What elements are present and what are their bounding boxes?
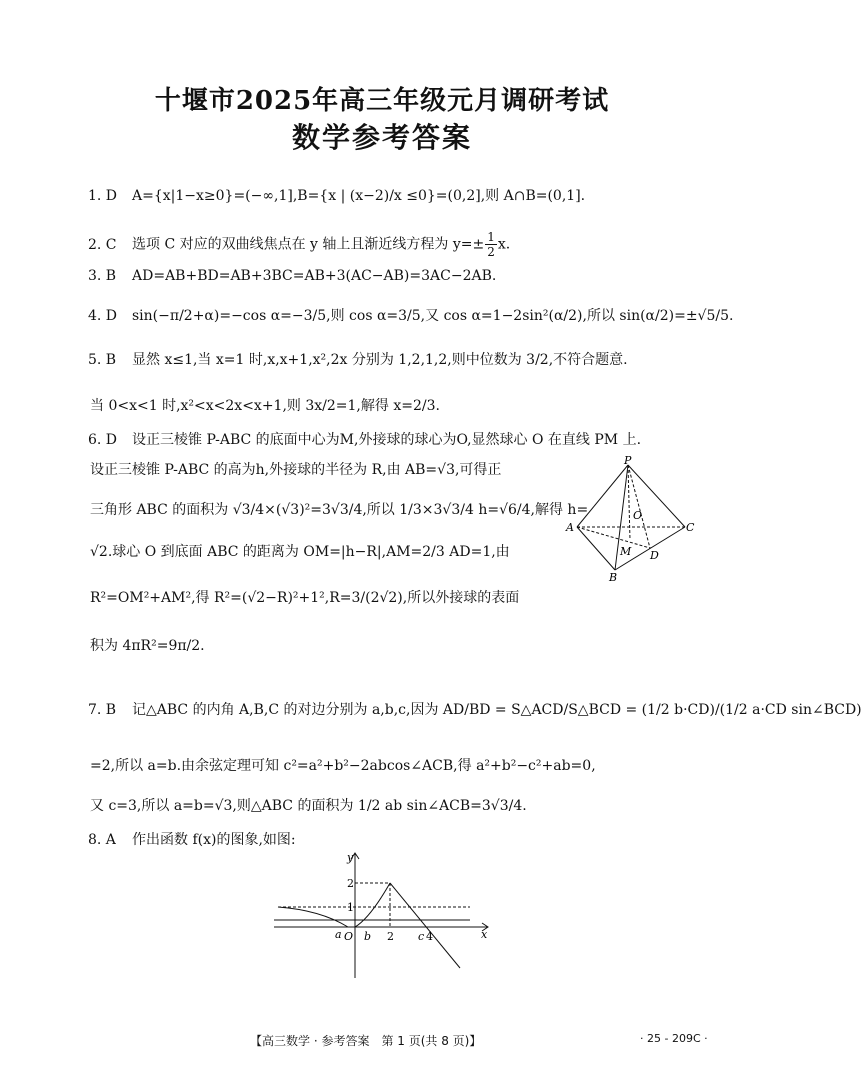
- graph-label-2x: 2: [387, 930, 394, 943]
- q6-line-1: 设正三棱锥 P-ABC 的底面中心为M,外接球的球心为O,显然球心 O 在直线 PM 上.: [132, 432, 642, 448]
- fig-label-p: P: [624, 454, 632, 467]
- q1-text: A={x|1−x≥0}=(−∞,1],B={x | (x−2)/x ≤0}=(0,2],则 A∩B=(0,1].: [132, 188, 586, 204]
- q2-pre: 选项 C 对应的双曲线焦点在 y 轴上且渐近线方程为 y=±: [132, 236, 485, 253]
- pyramid-figure: [565, 455, 695, 585]
- graph-label-b: b: [364, 930, 372, 943]
- q6-line-2: 设正三棱锥 P-ABC 的高为h,外接球的半径为 R,由 AB=√3,可得正: [90, 462, 502, 478]
- q6-line-4: √2.球心 O 到底面 ABC 的距离为 OM=|h−R|,AM=2/3 AD=1,由: [90, 544, 510, 560]
- question-2: [88, 230, 510, 259]
- q1-number: 1. D: [88, 188, 118, 204]
- graph-label-x: x: [481, 928, 488, 941]
- question-8: [88, 830, 296, 850]
- fig-label-m: M: [620, 545, 632, 558]
- graph-label-y: y: [347, 851, 354, 864]
- q6-line-3: 三角形 ABC 的面积为 √3/4×(√3)²=3√3/4,所以 1/3×3√3/4 h=√6/4,解得 h=: [90, 502, 589, 518]
- q4-text: sin(−π/2+α)=−cos α=−3/5,则 cos α=3/5,又 cos α=1−2sin²(α/2),所以 sin(α/2)=±√5/5.: [132, 308, 734, 324]
- fig-label-d: D: [650, 549, 659, 562]
- page-footer: 【高三数学 · 参考答案 第 1 页(共 8 页)】: [250, 1034, 482, 1048]
- question-6: [88, 430, 641, 450]
- page-subtitle: 数学参考答案: [291, 121, 472, 154]
- q6-line-5: R²=OM²+AM²,得 R²=(√2−R)²+1²,R=3/(2√2),所以外接球的表面: [90, 590, 520, 606]
- question-5: [88, 350, 628, 370]
- q5-number: 5. B: [88, 352, 117, 368]
- q7-number: 7. B: [88, 702, 117, 718]
- fig-label-a: A: [566, 521, 574, 534]
- q2-fraction: $\frac{1}{2}$: [487, 230, 495, 259]
- q6-line-6: 积为 4πR²=9π/2.: [90, 638, 205, 654]
- q3-text: AD=AB+BD=AB+3BC=AB+3(AC−AB)=3AC−2AB.: [132, 268, 497, 284]
- graph-label-4x: 4: [426, 930, 433, 943]
- q5-line-1: 显然 x≤1,当 x=1 时,x,x+1,x²,2x 分别为 1,2,1,2,则中位数为 3/2,不符合题意.: [132, 352, 628, 368]
- function-graph-figure: [270, 850, 500, 985]
- graph-label-o: O: [344, 930, 354, 943]
- q2-number: 2. C: [88, 236, 117, 253]
- exam-code: · 25 - 209C ·: [640, 1032, 708, 1045]
- q7-line-3: 又 c=3,所以 a=b=√3,则△ABC 的面积为 1/2 ab sin∠ACB=3√3/4.: [90, 798, 527, 814]
- q8-number: 8. A: [88, 832, 116, 848]
- q5-line-2: 当 0<x<1 时,x²<x<2x<x+1,则 3x/2=1,解得 x=2/3.: [90, 398, 440, 414]
- question-7: [88, 700, 862, 720]
- fig-label-c: C: [686, 521, 695, 534]
- graph-label-c: c: [418, 930, 425, 943]
- q7-line-2: =2,所以 a=b.由余弦定理可知 c²=a²+b²−2abcos∠ACB,得 a²+b²−c²+ab=0,: [90, 758, 596, 774]
- fig-label-b: B: [609, 571, 618, 584]
- question-4: [88, 306, 733, 326]
- question-3: [88, 266, 496, 286]
- q7-line-1: 记△ABC 的内角 A,B,C 的对边分别为 a,b,c,因为 AD/BD = S△ACD/S△BCD = (1/2 b·CD)/(1/2 a·CD sin∠BCD): [132, 702, 862, 718]
- graph-label-1y: 1: [347, 901, 354, 914]
- q3-number: 3. B: [88, 268, 117, 284]
- q2-post: x.: [497, 236, 511, 253]
- q4-number: 4. D: [88, 308, 118, 324]
- q6-number: 6. D: [88, 432, 118, 448]
- question-1: [88, 186, 585, 206]
- page-title: 十堰市2025年高三年级元月调研考试: [154, 86, 610, 116]
- graph-label-a: a: [335, 928, 342, 941]
- fig-label-o: O: [633, 509, 643, 522]
- graph-label-2y: 2: [347, 877, 354, 890]
- q8-text: 作出函数 f(x)的图象,如图:: [132, 832, 296, 848]
